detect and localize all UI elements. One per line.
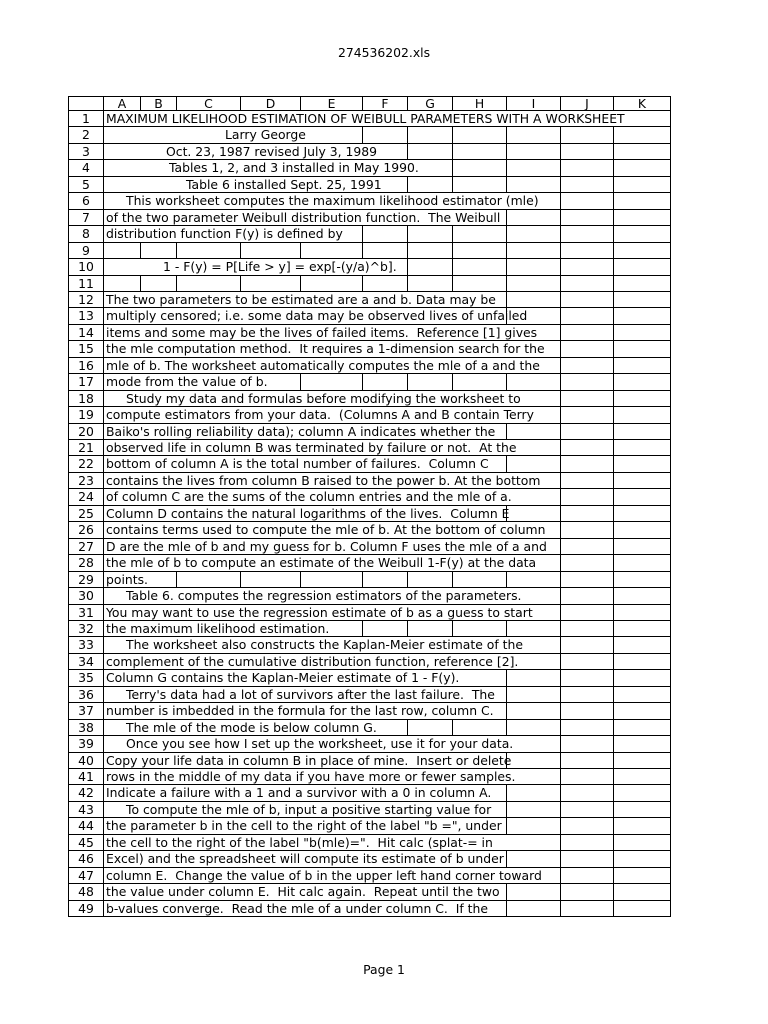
row-number: 37: [68, 703, 104, 720]
empty-cell: [507, 177, 561, 193]
empty-cell: [408, 720, 453, 736]
empty-cell: [614, 736, 671, 753]
row-text: D are the mle of b and my guess for b. Column F uses the mle of a and: [104, 539, 561, 555]
empty-cell: [561, 736, 614, 753]
empty-cell: [408, 276, 453, 292]
empty-cell: [507, 127, 561, 144]
empty-cell: [561, 177, 614, 193]
empty-cell: [614, 851, 671, 868]
empty-cell: [561, 835, 614, 851]
empty-cell: [614, 226, 671, 243]
empty-cell: [408, 374, 453, 391]
empty-cell: [614, 785, 671, 802]
empty-cell: [507, 687, 561, 703]
empty-cell: [561, 144, 614, 160]
empty-cell: [104, 276, 141, 292]
empty-cell: [614, 259, 671, 276]
empty-cell: [301, 374, 363, 391]
empty-cell: [363, 243, 408, 259]
row-number: 1: [68, 111, 104, 127]
row-text: Table 6. computes the regression estimators of the parameters.: [104, 588, 561, 605]
empty-cell: [614, 687, 671, 703]
empty-cell: [507, 424, 561, 440]
corner-cell: [68, 96, 104, 111]
column-header-c: C: [177, 96, 241, 111]
empty-cell: [614, 753, 671, 769]
empty-cell: [561, 506, 614, 522]
row-number: 11: [68, 276, 104, 292]
row-number: 30: [68, 588, 104, 605]
row-number: 19: [68, 407, 104, 424]
empty-cell: [453, 621, 507, 637]
empty-cell: [177, 572, 241, 588]
empty-cell: [614, 276, 671, 292]
empty-cell: [614, 588, 671, 605]
empty-cell: [561, 391, 614, 407]
row-number: 46: [68, 851, 104, 868]
empty-cell: [507, 785, 561, 802]
empty-cell: [561, 259, 614, 276]
empty-cell: [408, 243, 453, 259]
empty-cell: [614, 456, 671, 473]
row-text: the cell to the right of the label "b(mle)=". Hit calc (splat-= in: [104, 835, 561, 851]
empty-cell: [561, 374, 614, 391]
row-number: 15: [68, 341, 104, 358]
empty-cell: [561, 473, 614, 489]
row-number: 44: [68, 818, 104, 835]
row-text: Oct. 23, 1987 revised July 3, 1989: [104, 144, 408, 160]
row-number: 24: [68, 489, 104, 506]
empty-cell: [614, 308, 671, 325]
empty-cell: [507, 884, 561, 901]
empty-cell: [453, 127, 507, 144]
empty-cell: [561, 901, 614, 917]
empty-cell: [614, 243, 671, 259]
row-number: 36: [68, 687, 104, 703]
empty-cell: [614, 374, 671, 391]
empty-cell: [301, 276, 363, 292]
row-number: 45: [68, 835, 104, 851]
row-number: 2: [68, 127, 104, 144]
row-number: 32: [68, 621, 104, 637]
empty-cell: [561, 818, 614, 835]
row-text: distribution function F(y) is defined by: [104, 226, 363, 243]
row-text: To compute the mle of b, input a positive starting value for: [104, 802, 507, 818]
row-text: the value under column E. Hit calc again. Repeat until the two: [104, 884, 507, 901]
empty-cell: [561, 440, 614, 456]
empty-cell: [614, 670, 671, 687]
row-number: 10: [68, 259, 104, 276]
row-text: b-values converge. Read the mle of a under column C. If the: [104, 901, 507, 917]
row-number: 40: [68, 753, 104, 769]
empty-cell: [561, 802, 614, 818]
empty-cell: [614, 769, 671, 785]
row-number: 38: [68, 720, 104, 736]
row-text: Indicate a failure with a 1 and a survivor with a 0 in column A.: [104, 785, 507, 802]
empty-cell: [141, 243, 177, 259]
row-text: number is imbedded in the formula for the last row, column C.: [104, 703, 507, 720]
row-number: 18: [68, 391, 104, 407]
column-header-b: B: [141, 96, 177, 111]
empty-cell: [614, 489, 671, 506]
empty-cell: [507, 374, 561, 391]
empty-cell: [614, 884, 671, 901]
empty-cell: [561, 243, 614, 259]
column-header-i: I: [507, 96, 561, 111]
column-header-g: G: [408, 96, 453, 111]
file-title: 274536202.xls: [337, 45, 431, 60]
row-text: of the two parameter Weibull distribution function. The Weibull: [104, 210, 507, 226]
empty-cell: [561, 292, 614, 308]
row-text: Copy your life data in column B in place of mine. Insert or delete: [106, 753, 512, 768]
empty-cell: [507, 276, 561, 292]
row-text: items and some may be the lives of failed items. Reference [1] gives: [104, 325, 561, 341]
empty-cell: [614, 177, 671, 193]
empty-cell: [614, 720, 671, 736]
row-number: 6: [68, 193, 104, 210]
empty-cell: [507, 851, 561, 868]
empty-cell: [453, 374, 507, 391]
column-header-e: E: [301, 96, 363, 111]
empty-cell: [363, 374, 408, 391]
empty-cell: [561, 753, 614, 769]
empty-cell: [561, 127, 614, 144]
row-text: Larry George: [104, 127, 363, 144]
empty-cell: [507, 818, 561, 835]
row-number: 41: [68, 769, 104, 785]
empty-cell: [241, 276, 301, 292]
empty-cell: [614, 654, 671, 670]
empty-cell: [614, 193, 671, 210]
empty-cell: [507, 160, 561, 177]
empty-cell: [507, 226, 561, 243]
row-text: Study my data and formulas before modifying the worksheet to: [104, 391, 561, 407]
empty-cell: [363, 127, 408, 144]
row-text: the parameter b in the cell to the right of the label "b =", under: [104, 818, 507, 835]
row-text: complement of the cumulative distribution function, reference [2].: [104, 654, 561, 670]
row-text: Excel) and the spreadsheet will compute its estimate of b under: [104, 851, 507, 868]
empty-cell: [507, 456, 561, 473]
row-number: 29: [68, 572, 104, 588]
row-number: 17: [68, 374, 104, 391]
empty-cell: [561, 868, 614, 884]
empty-cell: [408, 259, 453, 276]
empty-cell: [561, 769, 614, 785]
empty-cell: [614, 127, 671, 144]
row-number: 23: [68, 473, 104, 489]
empty-cell: [507, 753, 561, 769]
row-number: 25: [68, 506, 104, 522]
row-text: Table 6 installed Sept. 25, 1991: [104, 177, 408, 193]
row-text: mle of b. The worksheet automatically computes the mle of a and the: [104, 358, 561, 374]
empty-cell: [408, 226, 453, 243]
empty-cell: [561, 276, 614, 292]
empty-cell: [614, 605, 671, 621]
empty-cell: [507, 802, 561, 818]
row-text: of column C are the sums of the column entries and the mle of a.: [104, 489, 561, 506]
row-number: 3: [68, 144, 104, 160]
page-number: Page 1: [363, 962, 405, 977]
row-text: bottom of column A is the total number of failures. Column C: [104, 456, 507, 473]
empty-cell: [561, 489, 614, 506]
row-text: the mle computation method. It requires a 1-dimension search for the: [104, 341, 561, 358]
empty-cell: [614, 637, 671, 654]
empty-cell: [363, 621, 408, 637]
empty-cell: [561, 572, 614, 588]
empty-cell: [561, 703, 614, 720]
empty-cell: [453, 720, 507, 736]
empty-cell: [507, 292, 561, 308]
row-text: 1 - F(y) = P[Life > y] = exp[-(y/a)^b].: [104, 259, 408, 276]
row-number: 20: [68, 424, 104, 440]
empty-cell: [561, 325, 614, 341]
empty-cell: [453, 226, 507, 243]
empty-cell: [614, 424, 671, 440]
row-text: MAXIMUM LIKELIHOOD ESTIMATION OF WEIBULL PARAMETERS WITH A WORKSHEET: [104, 111, 671, 127]
empty-cell: [614, 325, 671, 341]
empty-cell: [561, 785, 614, 802]
empty-cell: [507, 210, 561, 226]
empty-cell: [453, 144, 507, 160]
row-text: The mle of the mode is below column G.: [104, 720, 408, 736]
empty-cell: [241, 572, 301, 588]
empty-cell: [561, 358, 614, 374]
spreadsheet-grid: [68, 96, 671, 917]
empty-cell: [363, 226, 408, 243]
empty-cell: [408, 572, 453, 588]
empty-cell: [561, 670, 614, 687]
empty-cell: [561, 720, 614, 736]
row-text: You may want to use the regression estimate of b as a guess to start: [104, 605, 561, 621]
empty-cell: [614, 621, 671, 637]
empty-cell: [614, 802, 671, 818]
row-number: 22: [68, 456, 104, 473]
row-number: 16: [68, 358, 104, 374]
empty-cell: [561, 210, 614, 226]
empty-cell: [507, 703, 561, 720]
row-text: Tables 1, 2, and 3 installed in May 1990.: [104, 160, 453, 177]
row-number: 28: [68, 555, 104, 572]
row-text: Once you see how I set up the worksheet, use it for your data.: [104, 736, 561, 753]
empty-cell: [507, 308, 561, 325]
column-header-a: A: [104, 96, 141, 111]
row-number: 7: [68, 210, 104, 226]
row-number: 42: [68, 785, 104, 802]
empty-cell: [561, 884, 614, 901]
row-number: 48: [68, 884, 104, 901]
row-number: 31: [68, 605, 104, 621]
empty-cell: [507, 621, 561, 637]
empty-cell: [301, 572, 363, 588]
empty-cell: [561, 539, 614, 555]
empty-cell: [561, 407, 614, 424]
empty-cell: [614, 818, 671, 835]
empty-cell: [561, 555, 614, 572]
empty-cell: [561, 308, 614, 325]
empty-cell: [561, 687, 614, 703]
empty-cell: [614, 210, 671, 226]
row-number: 34: [68, 654, 104, 670]
empty-cell: [561, 193, 614, 210]
empty-cell: [614, 539, 671, 555]
row-number: 35: [68, 670, 104, 687]
empty-cell: [177, 276, 241, 292]
row-number: 14: [68, 325, 104, 341]
row-number: 33: [68, 637, 104, 654]
empty-cell: [453, 177, 507, 193]
empty-cell: [453, 572, 507, 588]
row-text: contains the lives from column B raised to the power b. At the bottom: [104, 473, 561, 489]
column-header-d: D: [241, 96, 301, 111]
row-number: 39: [68, 736, 104, 753]
empty-cell: [507, 144, 561, 160]
empty-cell: [614, 358, 671, 374]
empty-cell: [561, 341, 614, 358]
empty-cell: [507, 720, 561, 736]
row-number: 49: [68, 901, 104, 917]
column-header-h: H: [453, 96, 507, 111]
row-number: 8: [68, 226, 104, 243]
empty-cell: [561, 424, 614, 440]
row-number: 4: [68, 160, 104, 177]
empty-cell: [614, 555, 671, 572]
empty-cell: [177, 243, 241, 259]
empty-cell: [241, 243, 301, 259]
row-number: 12: [68, 292, 104, 308]
empty-cell: [614, 703, 671, 720]
empty-cell: [614, 522, 671, 539]
empty-cell: [561, 160, 614, 177]
row-text: the maximum likelihood estimation.: [104, 621, 363, 637]
empty-cell: [614, 473, 671, 489]
row-text: contains terms used to compute the mle of b. At the bottom of column: [104, 522, 561, 539]
empty-cell: [104, 243, 141, 259]
row-number: 13: [68, 308, 104, 325]
empty-cell: [507, 670, 561, 687]
row-text: This worksheet computes the maximum likelihood estimator (mle): [104, 193, 561, 210]
empty-cell: [561, 226, 614, 243]
empty-cell: [561, 605, 614, 621]
column-header-f: F: [363, 96, 408, 111]
empty-cell: [561, 522, 614, 539]
empty-cell: [507, 506, 561, 522]
empty-cell: [453, 243, 507, 259]
empty-cell: [507, 243, 561, 259]
row-text: Column G contains the Kaplan-Meier estimate of 1 - F(y).: [104, 670, 507, 687]
row-text: column E. Change the value of b in the upper left hand corner toward: [104, 868, 561, 884]
empty-cell: [614, 506, 671, 522]
empty-cell: [301, 243, 363, 259]
empty-cell: [614, 901, 671, 917]
row-text: points.: [104, 572, 177, 588]
empty-cell: [614, 835, 671, 851]
row-number: 21: [68, 440, 104, 456]
row-text: Terry's data had a lot of survivors after the last failure. The: [104, 687, 507, 703]
empty-cell: [453, 259, 507, 276]
row-text: Baiko's rolling reliability data); column A indicates whether the: [104, 424, 507, 440]
empty-cell: [614, 144, 671, 160]
empty-cell: [561, 456, 614, 473]
row-number: 47: [68, 868, 104, 884]
empty-cell: [453, 160, 507, 177]
row-text: Column D contains the natural logarithms of the lives. Column E: [106, 506, 510, 521]
row-number: 9: [68, 243, 104, 259]
row-number: 27: [68, 539, 104, 555]
empty-cell: [507, 259, 561, 276]
row-text: The two parameters to be estimated are a and b. Data may be: [104, 292, 507, 308]
empty-cell: [561, 654, 614, 670]
row-text: The worksheet also constructs the Kaplan-Meier estimate of the: [104, 637, 561, 654]
empty-cell: [408, 621, 453, 637]
empty-cell: [363, 276, 408, 292]
empty-cell: [561, 637, 614, 654]
row-text: mode from the value of b.: [104, 374, 301, 391]
empty-cell: [614, 572, 671, 588]
empty-cell: [141, 276, 177, 292]
empty-cell: [614, 440, 671, 456]
empty-cell: [363, 572, 408, 588]
row-number: 43: [68, 802, 104, 818]
empty-cell: [614, 292, 671, 308]
empty-cell: [614, 160, 671, 177]
row-text: rows in the middle of my data if you have more or fewer samples.: [104, 769, 561, 785]
row-number: 5: [68, 177, 104, 193]
empty-cell: [408, 144, 453, 160]
empty-cell: [507, 572, 561, 588]
empty-cell: [614, 868, 671, 884]
column-header-k: K: [614, 96, 671, 111]
row-number: 26: [68, 522, 104, 539]
empty-cell: [561, 588, 614, 605]
empty-cell: [408, 177, 453, 193]
empty-cell: [453, 276, 507, 292]
row-text: the mle of b to compute an estimate of the Weibull 1-F(y) at the data: [104, 555, 561, 572]
column-header-j: J: [561, 96, 614, 111]
row-text: multiply censored; i.e. some data may be observed lives of unfailed: [106, 308, 528, 323]
empty-cell: [507, 901, 561, 917]
empty-cell: [614, 341, 671, 358]
empty-cell: [561, 851, 614, 868]
row-text: observed life in column B was terminated by failure or not. At the: [104, 440, 561, 456]
empty-cell: [561, 621, 614, 637]
row-text: compute estimators from your data. (Columns A and B contain Terry: [104, 407, 561, 424]
empty-cell: [408, 127, 453, 144]
empty-cell: [614, 391, 671, 407]
empty-cell: [614, 407, 671, 424]
